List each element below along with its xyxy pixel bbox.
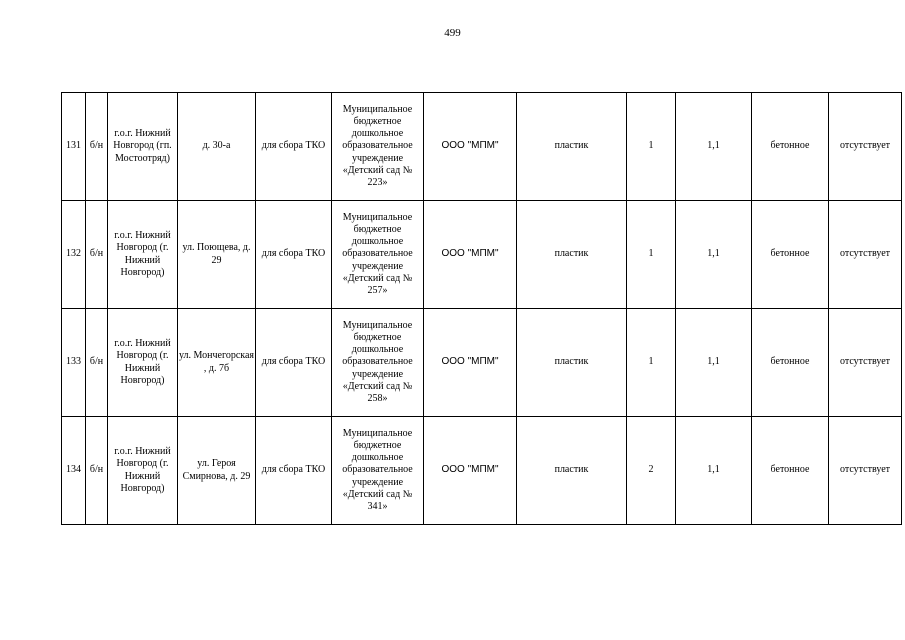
site-id-cell: б/н — [86, 201, 108, 309]
table-row — [62, 417, 902, 525]
container-count-cell: 1 — [627, 309, 676, 417]
locality-cell: г.о.г. Нижний Новгород (г. Нижний Новгород) — [108, 201, 178, 309]
address-cell: ул. Мончегорская , д. 7б — [178, 309, 256, 417]
container-volume-cell: 1,1 — [676, 93, 752, 201]
surface-cell: бетонное — [752, 201, 829, 309]
row-number-cell: 134 — [62, 417, 86, 525]
container-material-cell: пластик — [517, 309, 627, 417]
owner-cell: Муниципальное бюджетное дошкольное образовательное учреждение «Детский сад № 223» — [332, 93, 424, 201]
table-row — [62, 93, 902, 201]
container-volume-cell: 1,1 — [676, 309, 752, 417]
fence-cell: отсутствует — [829, 201, 902, 309]
container-count-cell: 2 — [627, 417, 676, 525]
purpose-cell: для сбора ТКО — [256, 93, 332, 201]
container-volume-cell: 1,1 — [676, 417, 752, 525]
owner-cell: Муниципальное бюджетное дошкольное образовательное учреждение «Детский сад № 257» — [332, 201, 424, 309]
purpose-cell: для сбора ТКО — [256, 201, 332, 309]
address-cell: ул. Героя Смирнова, д. 29 — [178, 417, 256, 525]
container-count-cell: 1 — [627, 201, 676, 309]
site-id-cell: б/н — [86, 417, 108, 525]
purpose-cell: для сбора ТКО — [256, 417, 332, 525]
operator-cell: ООО "МПМ" — [424, 93, 517, 201]
address-cell: ул. Поющева, д. 29 — [178, 201, 256, 309]
operator-cell: ООО "МПМ" — [424, 201, 517, 309]
waste-sites-table — [61, 92, 902, 525]
table-row — [62, 309, 902, 417]
table-row — [62, 201, 902, 309]
container-material-cell: пластик — [517, 201, 627, 309]
row-number-cell: 132 — [62, 201, 86, 309]
operator-cell: ООО "МПМ" — [424, 417, 517, 525]
owner-cell: Муниципальное бюджетное дошкольное образовательное учреждение «Детский сад № 258» — [332, 309, 424, 417]
surface-cell: бетонное — [752, 93, 829, 201]
locality-cell: г.о.г. Нижний Новгород (гп. Мостоотряд) — [108, 93, 178, 201]
operator-cell: ООО "МПМ" — [424, 309, 517, 417]
container-count-cell: 1 — [627, 93, 676, 201]
row-number-cell: 133 — [62, 309, 86, 417]
purpose-cell: для сбора ТКО — [256, 309, 332, 417]
owner-cell: Муниципальное бюджетное дошкольное образовательное учреждение «Детский сад № 341» — [332, 417, 424, 525]
locality-cell: г.о.г. Нижний Новгород (г. Нижний Новгород) — [108, 309, 178, 417]
fence-cell: отсутствует — [829, 417, 902, 525]
surface-cell: бетонное — [752, 309, 829, 417]
row-number-cell: 131 — [62, 93, 86, 201]
site-id-cell: б/н — [86, 93, 108, 201]
locality-cell: г.о.г. Нижний Новгород (г. Нижний Новгород) — [108, 417, 178, 525]
fence-cell: отсутствует — [829, 93, 902, 201]
container-material-cell: пластик — [517, 417, 627, 525]
surface-cell: бетонное — [752, 417, 829, 525]
container-volume-cell: 1,1 — [676, 201, 752, 309]
page-number: 499 — [444, 27, 461, 39]
site-id-cell: б/н — [86, 309, 108, 417]
address-cell: д. 30-а — [178, 93, 256, 201]
fence-cell: отсутствует — [829, 309, 902, 417]
container-material-cell: пластик — [517, 93, 627, 201]
